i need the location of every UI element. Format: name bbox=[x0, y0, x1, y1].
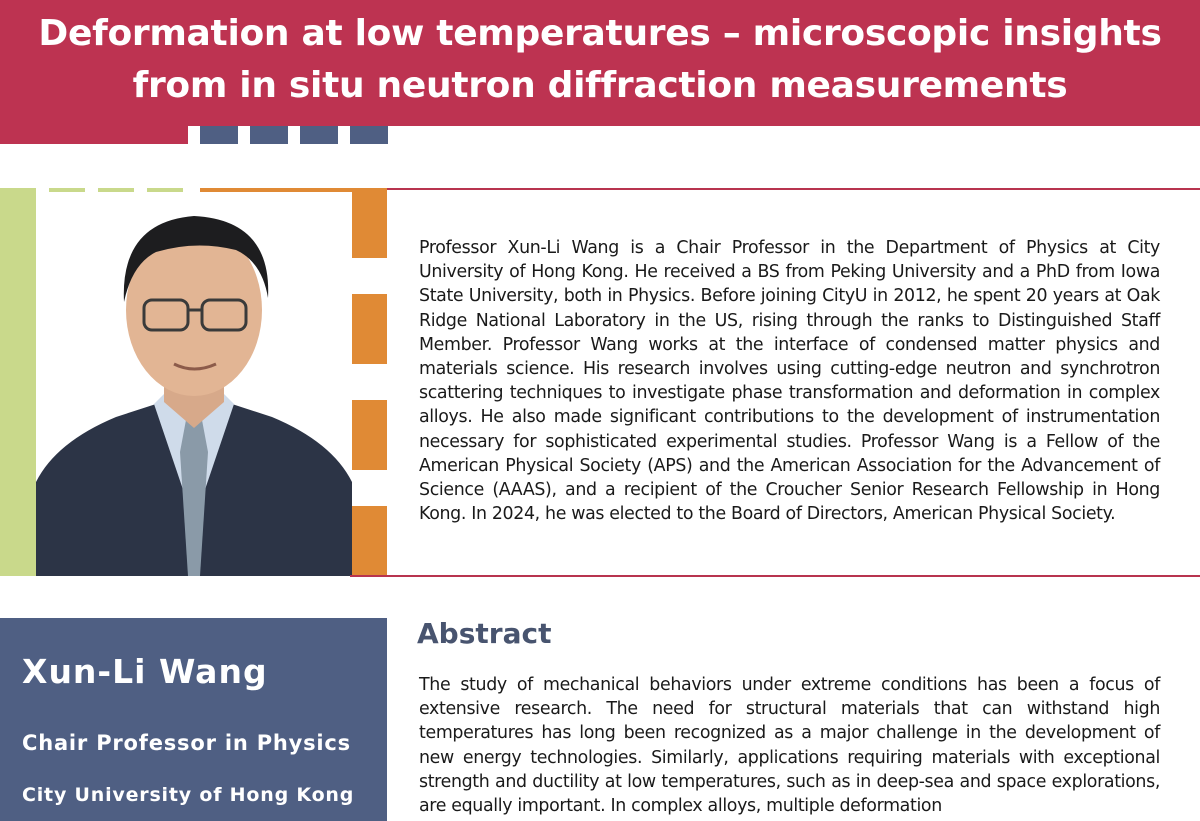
bio-rule-top bbox=[387, 188, 1200, 190]
banner-tab bbox=[350, 126, 388, 144]
speaker-affiliation: City University of Hong Kong bbox=[22, 784, 355, 806]
banner-tab bbox=[250, 126, 288, 144]
title-line-1: Deformation at low temperatures – microscopic insights bbox=[38, 13, 1162, 54]
decorative-stripe bbox=[0, 188, 36, 576]
abstract-heading: Abstract bbox=[417, 617, 552, 650]
bio-rule-bottom bbox=[350, 575, 1200, 577]
speaker-role: Chair Professor in Physics bbox=[22, 731, 351, 755]
title-line-2: from in situ neutron diffraction measurements bbox=[132, 65, 1068, 106]
speaker-photo bbox=[36, 192, 352, 576]
banner-notch bbox=[188, 126, 1200, 144]
portrait-photo-icon bbox=[36, 192, 352, 576]
page-title bbox=[0, 8, 1200, 112]
abstract-text: The study of mechanical behaviors under extreme conditions has been a focus of extensive research. The need for structural materials that can withstand high temperatures has long been recognized as a major challenge in the development of new energy technologies. Similarly, applications requiring materials with exceptional strength and ductility at low temperatures, such as in deep-sea and space explorations, are equally important. In complex alloys, multiple deformation bbox=[419, 675, 1160, 817]
speaker-bio: Professor Xun-Li Wang is a Chair Professor in the Department of Physics at City University of Hong Kong. He received a BS from Peking University and a PhD from Iowa State University, both in Physics. Before joining CityU in 2012, he spent 20 years at Oak Ridge National Laboratory in the US, rising through the ranks to Distinguished Staff Member. Professor Wang works at the interface of condensed matter physics and materials science. His research involves using cutting-edge neutron and synchrotron scattering techniques to investigate phase transformation and deformation in complex alloys. He also made significant contributions to the development of instrumentation necessary for sophisticated experimental studies. Professor Wang is a Fellow of the American Physical Society (APS) and the American Association for the Advancement of Science (AAAS), and a recipient of the Croucher Senior Research Fellowship in Hong Kong. In 2024, he was elected to the Board of Directors, American Physical Society. bbox=[419, 238, 1160, 525]
banner-tab bbox=[300, 126, 338, 144]
banner-tab bbox=[200, 126, 238, 144]
speaker-name: Xun-Li Wang bbox=[22, 652, 268, 691]
